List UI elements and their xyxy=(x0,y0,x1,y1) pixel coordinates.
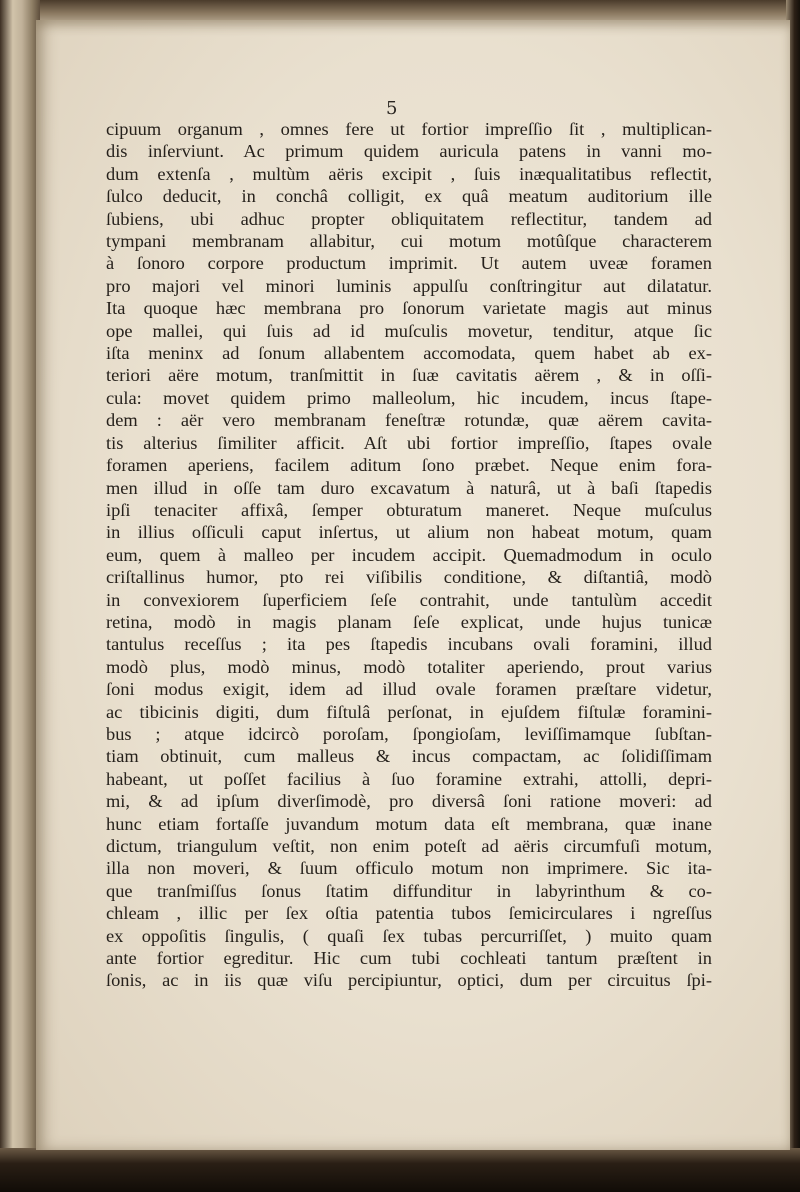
text-line: tympani membranam allabitur, cui motum motûſque characterem xyxy=(106,231,712,252)
text-line: ſonis, ac in iis quæ viſu percipiuntur, optici, dum per circuitus ſpi- xyxy=(106,970,712,991)
text-line: criſtallinus humor, pto rei viſibilis conditione, & diſtantiâ, modò xyxy=(106,567,712,588)
text-line: bus ; atque idcircò poroſam, ſpongioſam, leviſſimamque ſubſtan- xyxy=(106,723,712,744)
text-line: cipuum organum , omnes fere ut fortior impreſſio ſit , multiplican- xyxy=(106,119,712,139)
text-line: tiam obtinuit, cum malleus & incus compactam, ac ſolidiſſimam xyxy=(106,746,712,767)
text-line: mi, & ad ipſum diverſimodè, pro diversâ ſoni ratione moveri: ad xyxy=(106,791,712,812)
text-line: in illius oſſiculi caput inſertus, ut alium non habeat motum, quam xyxy=(106,522,712,543)
text-line: habeant, ut poſſet facilius à ſuo foramine extrahi, attolli, depri- xyxy=(106,768,712,789)
text-line: in convexiorem ſuperficiem ſeſe contrahit, unde tantulùm accedit xyxy=(106,589,712,610)
text-line: dem : aër vero membranam feneſtræ rotundæ, quæ aërem cavita- xyxy=(106,410,712,431)
text-line: à ſonoro corpore productum imprimit. Ut autem uveæ foramen xyxy=(106,253,712,274)
text-line: ante fortior egreditur. Hic cum tubi cochleati tantum præſtent in xyxy=(106,948,712,969)
text-line: iſta meninx ad ſonum allabentem accomodata, quem habet ab ex- xyxy=(106,343,712,364)
text-line: ſoni modus exigit, idem ad illud ovale foramen præſtare videtur, xyxy=(106,679,712,700)
book-bottom-edge xyxy=(0,1148,800,1192)
text-line: teriori aëre motum, tranſmittit in ſuæ cavitatis aërem , & in oſſi- xyxy=(106,365,712,386)
text-line: retina, modò in magis planam ſeſe explicat, unde hujus tunicæ xyxy=(106,611,712,632)
text-line: eum, quem à malleo per incudem accipit. Quemadmodum in oculo xyxy=(106,544,712,565)
text-line: tis alterius ſimiliter afficit. Aſt ubi fortior impreſſio, ſtapes ovale xyxy=(106,432,712,453)
text-line: pro majori vel minori luminis appulſu conſtringitur aut dilatatur. xyxy=(106,275,712,296)
book-page xyxy=(36,20,790,1150)
text-line: cula: movet quidem primo malleolum, hic incudem, incus ſtape- xyxy=(106,387,712,408)
book-binding-edge xyxy=(0,0,40,1192)
text-line: ſubiens, ubi adhuc propter obliquitatem reflectitur, tandem ad xyxy=(106,208,712,229)
text-line: que tranſmiſſus ſonus ſtatim diffunditur in labyrinthum & co- xyxy=(106,880,712,901)
text-line: chleam , illic per ſex oſtia patentia tubos ſemicirculares i ngreſſus xyxy=(106,903,712,924)
text-line: ope mallei, qui ſuis ad id muſculis movetur, tenditur, atque ſic xyxy=(106,320,712,341)
text-line: dum extenſa , multùm aëris excipit , ſuis inæqualitatibus reflectit, xyxy=(106,163,712,184)
text-line: tantulus receſſus ; ita pes ſtapedis incubans ovali foramini, illud xyxy=(106,634,712,655)
text-line: Ita quoque hæc membrana pro ſonorum varietate magis aut minus xyxy=(106,298,712,319)
text-line: ac tibicinis digiti, dum fiſtulâ perſonat, in ejuſdem fiſtulæ foramini- xyxy=(106,701,712,722)
text-block xyxy=(106,118,712,992)
text-line: ex oppoſitis ſingulis, ( quaſi ſex tubas percurriſſet, ) muito quam xyxy=(106,925,712,946)
page-number: 5 xyxy=(386,98,398,119)
text-line: hunc etiam fortaſſe juvandum motum data eſt membrana, quæ inane xyxy=(106,813,712,834)
text-line: ſulco deducit, in conchâ colligit, ex quâ meatum auditorium ille xyxy=(106,186,712,207)
text-line: dis inſerviunt. Ac primum quidem auricula patens in vanni mo- xyxy=(106,141,712,162)
text-line: illa non moveri, & ſuum officulo motum non imprimere. Sic ita- xyxy=(106,858,712,879)
text-line: foramen aperiens, facilem aditum ſono præbet. Neque enim fora- xyxy=(106,455,712,476)
text-line: modò plus, modò minus, modò totaliter aperiendo, prout varius xyxy=(106,656,712,677)
text-line: ipſi tenaciter affixâ, ſemper obturatum maneret. Neque muſculus xyxy=(106,499,712,520)
text-line: dictum, triangulum veſtit, non enim poteſt ad aëris circumfuſi motum, xyxy=(106,836,712,856)
text-line: men illud in oſſe tam duro excavatum à naturâ, ut à baſi ſtapedis xyxy=(106,477,712,498)
